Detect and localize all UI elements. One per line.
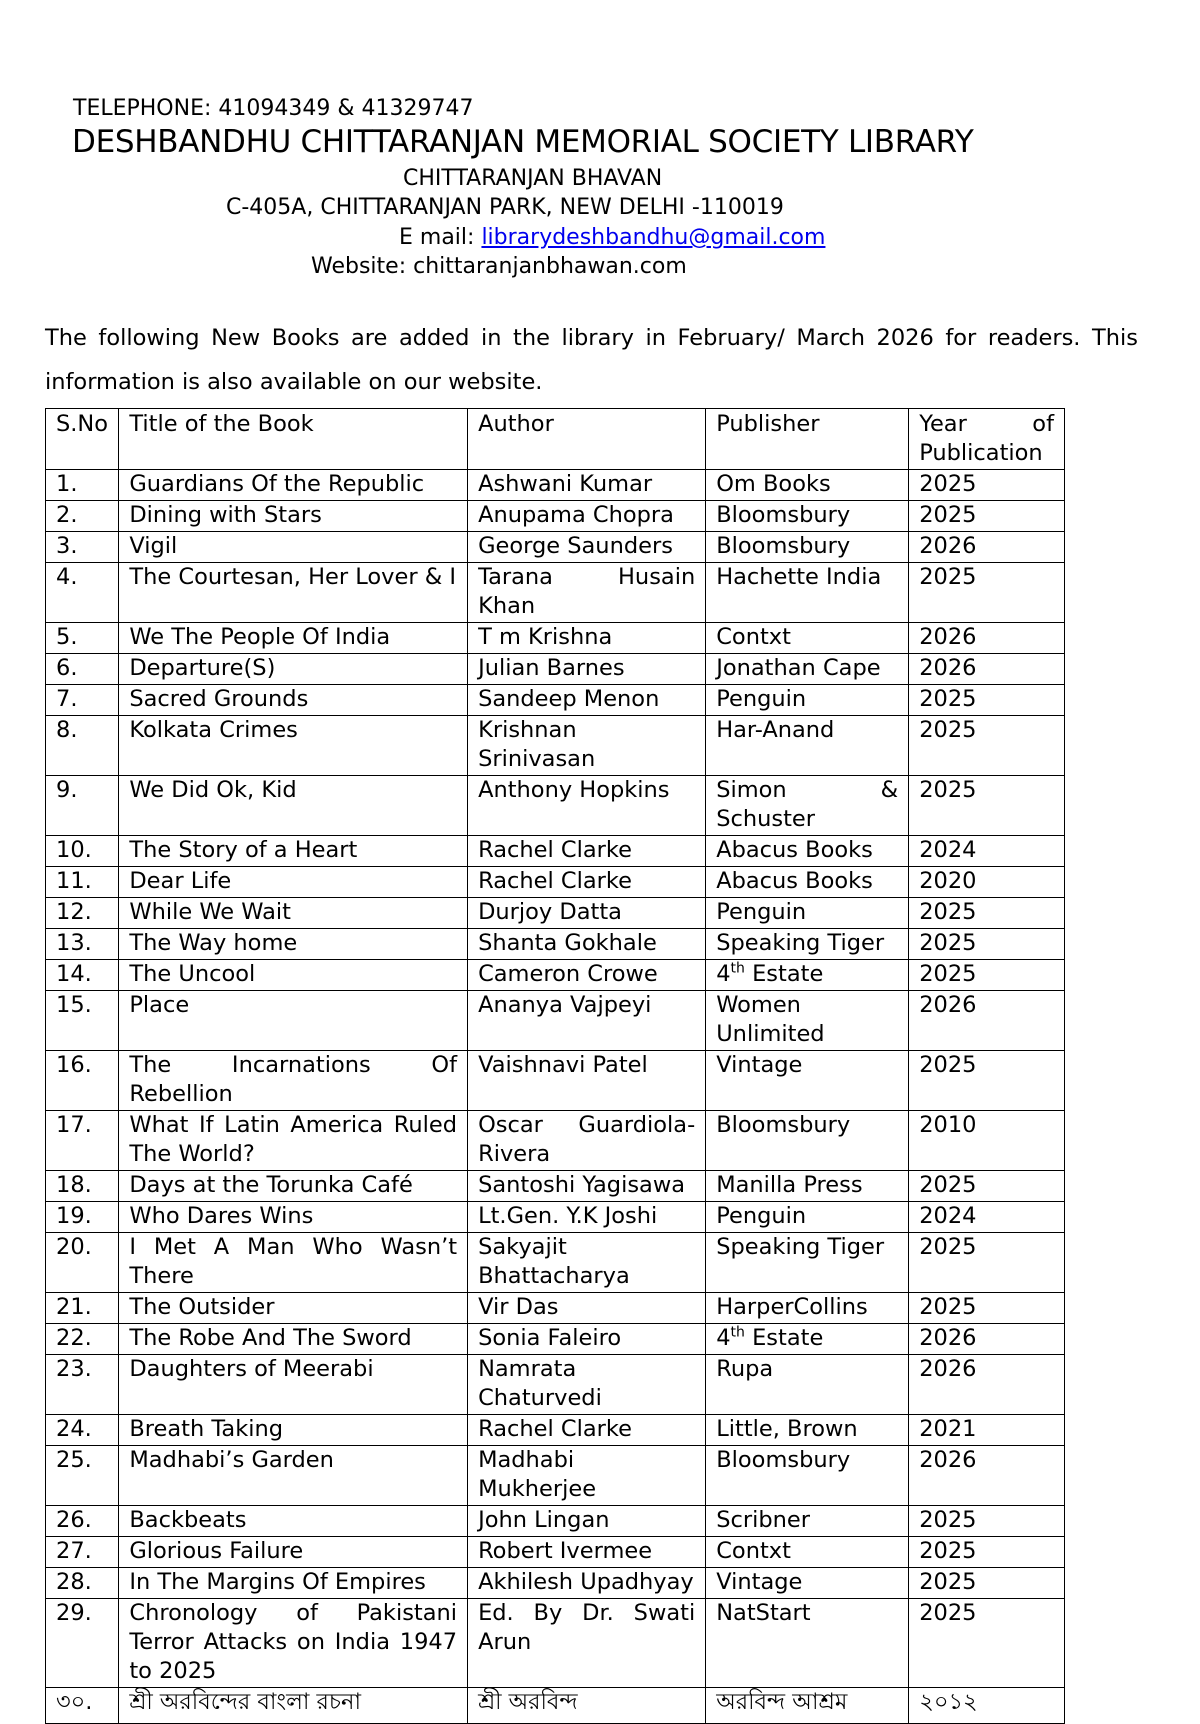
cell-year: 2026 [909, 1324, 1065, 1355]
cell-publisher: HarperCollins [706, 1293, 909, 1324]
cell-sno: 25. [46, 1446, 119, 1506]
table-row [46, 1688, 1065, 1724]
cell-year: 2026 [909, 532, 1065, 563]
cell-sno: 22. [46, 1324, 119, 1355]
cell-title: Daughters of Meerabi [119, 1355, 468, 1415]
cell-author: Rachel Clarke [468, 836, 706, 867]
cell-sno: 24. [46, 1415, 119, 1446]
table-row [46, 532, 1065, 563]
cell-publisher: Vintage [706, 1051, 909, 1111]
cell-sno: 2. [46, 501, 119, 532]
cell-publisher: Bloomsbury [706, 532, 909, 563]
cell-sno: 8. [46, 716, 119, 776]
cell-author: Shanta Gokhale [468, 929, 706, 960]
cell-publisher: Penguin [706, 1202, 909, 1233]
cell-author: শ্রী অরবিন্দ [468, 1688, 706, 1724]
table-row [46, 1051, 1065, 1111]
cell-author: Namrata Chaturvedi [468, 1355, 706, 1415]
cell-publisher: Contxt [706, 623, 909, 654]
table-row [46, 1202, 1065, 1233]
cell-title: Vigil [119, 532, 468, 563]
table-row [46, 470, 1065, 501]
cell-author: Oscar Guardiola-Rivera [468, 1111, 706, 1171]
cell-sno: 14. [46, 960, 119, 991]
cell-publisher [706, 1324, 909, 1355]
cell-sno: 27. [46, 1537, 119, 1568]
cell-publisher: Women Unlimited [706, 991, 909, 1051]
table-row [46, 1293, 1065, 1324]
table-row [46, 1599, 1065, 1688]
column-header-title: Title of the Book [119, 409, 468, 470]
table-row [46, 1506, 1065, 1537]
cell-year: 2025 [909, 1537, 1065, 1568]
cell-publisher: Scribner [706, 1506, 909, 1537]
cell-year: 2024 [909, 1202, 1065, 1233]
cell-author: Ananya Vajpeyi [468, 991, 706, 1051]
cell-year: 2025 [909, 1293, 1065, 1324]
cell-publisher: Penguin [706, 685, 909, 716]
cell-author: Ashwani Kumar [468, 470, 706, 501]
cell-title: Madhabi’s Garden [119, 1446, 468, 1506]
table-row [46, 685, 1065, 716]
bhavan-line: CHITTARANJAN BHAVAN [403, 166, 663, 191]
cell-title: Breath Taking [119, 1415, 468, 1446]
table-row [46, 898, 1065, 929]
cell-author: Madhabi Mukherjee [468, 1446, 706, 1506]
cell-publisher: Bloomsbury [706, 1111, 909, 1171]
publisher-rest: Estate [744, 961, 824, 987]
cell-author: Julian Barnes [468, 654, 706, 685]
cell-sno: 1. [46, 470, 119, 501]
publisher-number: 4 [716, 961, 731, 987]
cell-year: 2026 [909, 991, 1065, 1051]
cell-author: Rachel Clarke [468, 1415, 706, 1446]
cell-title: Place [119, 991, 468, 1051]
table-row [46, 1568, 1065, 1599]
cell-sno: 21. [46, 1293, 119, 1324]
table-row [46, 991, 1065, 1051]
cell-title: Kolkata Crimes [119, 716, 468, 776]
email-line [399, 225, 825, 250]
cell-title: What If Latin America Ruled The World? [119, 1111, 468, 1171]
cell-publisher: Bloomsbury [706, 501, 909, 532]
cell-publisher: Contxt [706, 1537, 909, 1568]
intro-paragraph: The following New Books are added in the library in February/ March 2026 for readers. This information is also available on our website. [45, 325, 1138, 395]
cell-publisher: Bloomsbury [706, 1446, 909, 1506]
table-row [46, 654, 1065, 685]
table-body [46, 470, 1065, 1724]
cell-author: Durjoy Datta [468, 898, 706, 929]
cell-publisher: Speaking Tiger [706, 1233, 909, 1293]
cell-year: ২০১২ [909, 1688, 1065, 1724]
cell-title: Guardians Of the Republic [119, 470, 468, 501]
cell-publisher: Om Books [706, 470, 909, 501]
cell-sno: 11. [46, 867, 119, 898]
cell-sno: 15. [46, 991, 119, 1051]
cell-title: Who Dares Wins [119, 1202, 468, 1233]
cell-publisher [706, 960, 909, 991]
cell-sno: 26. [46, 1506, 119, 1537]
cell-sno: 10. [46, 836, 119, 867]
column-header-sno: S.No [46, 409, 119, 470]
cell-title: Days at the Torunka Café [119, 1171, 468, 1202]
cell-year: 2026 [909, 1355, 1065, 1415]
cell-title: I Met A Man Who Wasn’t There [119, 1233, 468, 1293]
cell-publisher: Jonathan Cape [706, 654, 909, 685]
cell-author: Tarana Husain Khan [468, 563, 706, 623]
cell-sno: 19. [46, 1202, 119, 1233]
cell-author: Lt.Gen. Y.K Joshi [468, 1202, 706, 1233]
table-row [46, 1171, 1065, 1202]
cell-year: 2010 [909, 1111, 1065, 1171]
cell-title: The Story of a Heart [119, 836, 468, 867]
cell-publisher: NatStart [706, 1599, 909, 1688]
cell-sno: 16. [46, 1051, 119, 1111]
table-row [46, 836, 1065, 867]
cell-publisher: অরবিন্দ আশ্রম [706, 1688, 909, 1724]
cell-title: The Uncool [119, 960, 468, 991]
cell-title: We The People Of India [119, 623, 468, 654]
cell-author: Vaishnavi Patel [468, 1051, 706, 1111]
cell-publisher: Penguin [706, 898, 909, 929]
cell-title: Backbeats [119, 1506, 468, 1537]
table-row [46, 563, 1065, 623]
cell-year: 2025 [909, 776, 1065, 836]
table-row [46, 1111, 1065, 1171]
cell-sno: 4. [46, 563, 119, 623]
cell-author: Cameron Crowe [468, 960, 706, 991]
cell-title: Dear Life [119, 867, 468, 898]
cell-title: While We Wait [119, 898, 468, 929]
table-row [46, 867, 1065, 898]
cell-year: 2025 [909, 898, 1065, 929]
cell-year: 2025 [909, 1233, 1065, 1293]
cell-author: Sonia Faleiro [468, 1324, 706, 1355]
cell-author: Robert Ivermee [468, 1537, 706, 1568]
cell-sno: 9. [46, 776, 119, 836]
cell-publisher: Abacus Books [706, 836, 909, 867]
cell-sno: 23. [46, 1355, 119, 1415]
library-name-heading: DESHBANDHU CHITTARANJAN MEMORIAL SOCIETY LIBRARY [72, 124, 974, 160]
cell-year: 2025 [909, 563, 1065, 623]
publisher-number: 4 [716, 1325, 731, 1351]
website-line: Website: chittaranjanbhawan.com [311, 254, 687, 279]
cell-title: Dining with Stars [119, 501, 468, 532]
table-row [46, 501, 1065, 532]
email-link[interactable]: librarydeshbandhu@gmail.com [481, 225, 826, 250]
cell-sno: 28. [46, 1568, 119, 1599]
cell-publisher: Vintage [706, 1568, 909, 1599]
cell-title: The Outsider [119, 1293, 468, 1324]
cell-sno: 13. [46, 929, 119, 960]
cell-title: Sacred Grounds [119, 685, 468, 716]
cell-year: 2025 [909, 1568, 1065, 1599]
publisher-ordinal-suffix: th [730, 1324, 745, 1341]
cell-year: 2026 [909, 654, 1065, 685]
cell-title: The Incarnations Of Rebellion [119, 1051, 468, 1111]
table-row [46, 1446, 1065, 1506]
table-row [46, 1355, 1065, 1415]
cell-year: 2025 [909, 1171, 1065, 1202]
cell-title: In The Margins Of Empires [119, 1568, 468, 1599]
column-header-author: Author [468, 409, 706, 470]
cell-year: 2025 [909, 470, 1065, 501]
cell-year: 2025 [909, 1051, 1065, 1111]
column-header-publisher: Publisher [706, 409, 909, 470]
table-row [46, 1537, 1065, 1568]
cell-year: 2025 [909, 929, 1065, 960]
cell-author: Anupama Chopra [468, 501, 706, 532]
table-row [46, 1415, 1065, 1446]
cell-author: John Lingan [468, 1506, 706, 1537]
table-row [46, 1233, 1065, 1293]
cell-title: শ্রী অরবিন্দের বাংলা রচনা [119, 1688, 468, 1724]
cell-author: Akhilesh Upadhyay [468, 1568, 706, 1599]
publisher-rest: Estate [744, 1325, 824, 1351]
cell-year: 2020 [909, 867, 1065, 898]
cell-author: Sandeep Menon [468, 685, 706, 716]
cell-title: We Did Ok, Kid [119, 776, 468, 836]
new-books-table [45, 408, 1065, 1724]
cell-publisher: Manilla Press [706, 1171, 909, 1202]
cell-publisher: Little, Brown [706, 1415, 909, 1446]
cell-year: 2026 [909, 1446, 1065, 1506]
cell-sno: 12. [46, 898, 119, 929]
cell-title: Chronology of Pakistani Terror Attacks on India 1947 to 2025 [119, 1599, 468, 1688]
table-row [46, 929, 1065, 960]
cell-author: Rachel Clarke [468, 867, 706, 898]
cell-year: 2026 [909, 623, 1065, 654]
cell-year: 2025 [909, 1599, 1065, 1688]
cell-author: Anthony Hopkins [468, 776, 706, 836]
cell-sno: 6. [46, 654, 119, 685]
cell-publisher: Speaking Tiger [706, 929, 909, 960]
cell-title: Departure(S) [119, 654, 468, 685]
cell-sno: 3. [46, 532, 119, 563]
table-row [46, 1324, 1065, 1355]
cell-title: The Courtesan, Her Lover & I [119, 563, 468, 623]
table-header-row [46, 409, 1065, 470]
cell-publisher: Abacus Books [706, 867, 909, 898]
cell-year: 2025 [909, 501, 1065, 532]
cell-year: 2025 [909, 960, 1065, 991]
cell-year: 2025 [909, 716, 1065, 776]
publisher-ordinal-suffix: th [730, 960, 745, 977]
cell-year: 2025 [909, 1506, 1065, 1537]
column-header-year: Year of Publication [909, 409, 1065, 470]
email-label: E mail: [399, 225, 482, 250]
cell-sno: ৩০. [46, 1688, 119, 1724]
cell-sno: 29. [46, 1599, 119, 1688]
cell-title: Glorious Failure [119, 1537, 468, 1568]
cell-publisher: Hachette India [706, 563, 909, 623]
table-row [46, 776, 1065, 836]
cell-year: 2021 [909, 1415, 1065, 1446]
cell-year: 2024 [909, 836, 1065, 867]
cell-author: Santoshi Yagisawa [468, 1171, 706, 1202]
cell-publisher: Simon & Schuster [706, 776, 909, 836]
table-row [46, 623, 1065, 654]
cell-sno: 20. [46, 1233, 119, 1293]
table-row [46, 716, 1065, 776]
table-row [46, 960, 1065, 991]
cell-sno: 17. [46, 1111, 119, 1171]
address-line: C-405A, CHITTARANJAN PARK, NEW DELHI -110019 [226, 195, 784, 220]
cell-author: George Saunders [468, 532, 706, 563]
cell-author: T m Krishna [468, 623, 706, 654]
cell-publisher: Rupa [706, 1355, 909, 1415]
cell-author: Krishnan Srinivasan [468, 716, 706, 776]
cell-sno: 7. [46, 685, 119, 716]
cell-sno: 5. [46, 623, 119, 654]
cell-title: The Robe And The Sword [119, 1324, 468, 1355]
cell-author: Sakyajit Bhattacharya [468, 1233, 706, 1293]
cell-publisher: Har-Anand [706, 716, 909, 776]
cell-author: Ed. By Dr. Swati Arun [468, 1599, 706, 1688]
cell-author: Vir Das [468, 1293, 706, 1324]
cell-title: The Way home [119, 929, 468, 960]
cell-sno: 18. [46, 1171, 119, 1202]
cell-year: 2025 [909, 685, 1065, 716]
telephone-line: TELEPHONE: 41094349 & 41329747 [73, 96, 474, 121]
